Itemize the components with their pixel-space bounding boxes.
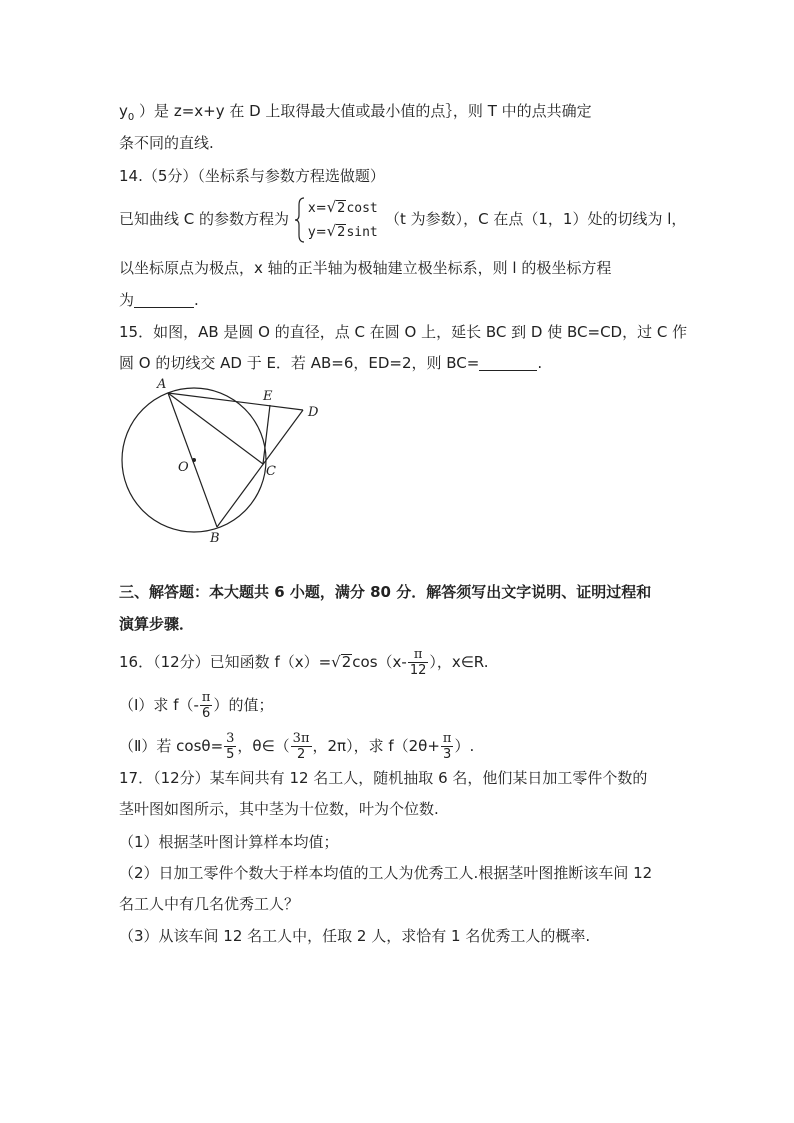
text: （Ⅰ）求 f（-: [119, 696, 199, 714]
radicand: 2: [337, 225, 346, 240]
p17-part3: （3）从该车间 12 名工人中，任取 2 人，求恰有 1 名优秀工人的概率.: [119, 927, 591, 945]
fraction: [408, 647, 429, 678]
label-o: O: [178, 460, 189, 475]
text: 圆 O 的切线交 AD 于 E．若 AB=6，ED=2，则 BC=: [119, 354, 480, 372]
text: 16．（12分）已知函数 f（x）=: [119, 653, 332, 671]
p13-line1: [119, 101, 592, 128]
answer-blank: [134, 292, 194, 308]
left-brace-icon: [294, 197, 306, 243]
p17-part1: （1）根据茎叶图计算样本均值；: [119, 833, 339, 851]
p15-line1: 15．如图，AB 是圆 O 的直径，点 C 在圆 O 上，延长 BC 到 D 使 BC=CD，过 C 作: [119, 323, 688, 341]
fraction: [441, 731, 454, 762]
fraction: [291, 731, 312, 762]
numerator: π: [408, 647, 429, 663]
label-e: E: [263, 389, 273, 404]
text: cost: [346, 201, 378, 216]
text: ）.: [454, 737, 475, 755]
p16-part2: [119, 731, 474, 762]
fraction: [200, 690, 213, 721]
text: ），x∈R.: [429, 653, 489, 671]
system-row-x: [308, 198, 378, 216]
sqrt-icon: √: [326, 198, 337, 216]
p14-line1-end: （t 为参数），C 在点（1，1）处的切线为 l，: [385, 210, 687, 228]
p17-line2: 茎叶图如图所示，其中茎为十位数，叶为个位数.: [119, 800, 439, 818]
answer-blank: [479, 355, 537, 371]
line-bd: [217, 410, 303, 527]
text: y=: [308, 225, 327, 240]
section-3-line2: 演算步骤．: [119, 615, 195, 633]
numerator: 3: [226, 731, 235, 746]
radicand: 2: [341, 653, 352, 671]
circle-figure: [0, 370, 794, 570]
numerator: π: [201, 690, 211, 705]
sqrt-icon: √: [331, 653, 341, 671]
denominator: 2: [296, 747, 306, 762]
denominator: 5: [226, 747, 235, 762]
text: sint: [346, 225, 378, 240]
text: 为: [119, 291, 135, 309]
p17-part2-line1: （2）日加工零件个数大于样本均值的工人为优秀工人.根据茎叶图推断该车间 12: [119, 864, 653, 882]
p14-title: 14.（5分）（坐标系与参数方程选做题）: [119, 167, 385, 185]
text: cos（x-: [352, 653, 407, 671]
text: x=: [308, 201, 327, 216]
text: ，θ∈（: [237, 737, 290, 755]
denominator: 6: [202, 706, 211, 721]
p14-line2: 以坐标原点为极点，x 轴的正半轴为极轴建立极坐标系，则 l 的极坐标方程: [119, 259, 612, 277]
p17-line1: 17．（12分）某车间共有 12 名工人，随机抽取 6 名，他们某日加工零件个数的: [119, 769, 648, 787]
p16-line1: [119, 647, 488, 678]
center-point: [192, 458, 196, 462]
text: ）的值；: [213, 696, 274, 714]
numerator: π: [442, 731, 452, 746]
label-a: A: [157, 377, 167, 392]
label-b: B: [210, 531, 220, 546]
system-row-y: [308, 222, 378, 240]
var-y: y: [119, 102, 128, 120]
label-d: D: [308, 405, 319, 420]
p16-part1: [119, 690, 273, 721]
text: .: [537, 354, 543, 372]
text: ，2π），求 f（2θ+: [312, 737, 440, 755]
numerator: 3π: [292, 731, 310, 746]
text: .: [194, 291, 199, 309]
p14-line3: [119, 290, 199, 310]
p13-line2: 条不同的直线.: [119, 134, 214, 152]
p17-part2-line2: 名工人中有几名优秀工人？: [119, 895, 300, 913]
label-c: C: [266, 464, 276, 479]
tangent-ce: [263, 405, 270, 464]
section-3-line1: 三、解答题：本大题共 6 小题，满分 80 分．解答须写出文字说明、证明过程和: [119, 583, 652, 601]
denominator: 3: [443, 747, 452, 762]
radicand: 2: [337, 201, 346, 216]
sqrt-icon: √: [326, 222, 337, 240]
p14-line1: [119, 209, 289, 229]
fraction: [224, 731, 236, 762]
subscript: 0: [127, 112, 135, 123]
text: 已知曲线 C 的参数方程为: [119, 210, 290, 228]
text: ）是 z=x+y 在 D 上取得最大值或最小值的点｝，则 T 中的点共确定: [139, 102, 592, 120]
text: （Ⅱ）若 cosθ=: [119, 737, 224, 755]
denominator: 12: [409, 663, 427, 678]
